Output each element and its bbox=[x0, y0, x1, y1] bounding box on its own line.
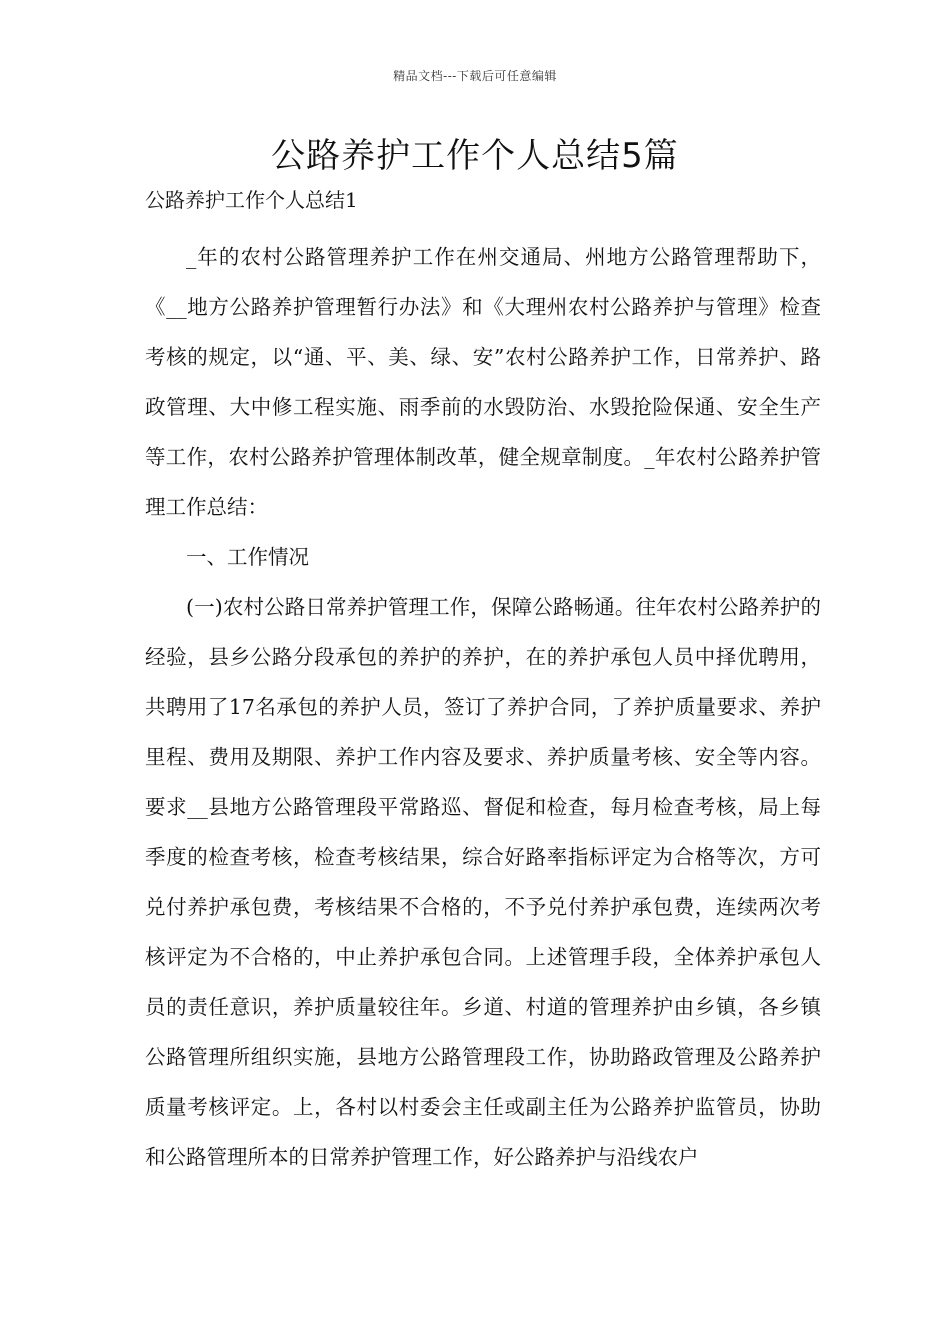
paragraph-heading-work-status: 一、工作情况 bbox=[186, 545, 309, 569]
paragraph-intro: _年的农村公路管理养护工作在州交通局、州地方公路管理帮助下，《__地方公路养护管理暂行办法》和《大理州农村公路养护与管理》检查考核的规定，以“通、平、美、绿、安”农村公路养护工作，日常养护、路政管理、大中修工程实施、雨季前的水毁防治、水毁抢险保通、安全生产等工作，农村公路养护管理体制改革，健全规章制度。_年农村公路养护管理工作总结： bbox=[145, 245, 821, 519]
document-title: 公路养护工作个人总结5篇 bbox=[271, 136, 679, 176]
document-body bbox=[145, 232, 821, 1182]
header-note: 精品文档---下载后可任意编辑 bbox=[393, 69, 557, 83]
section-subtitle: 公路养护工作个人总结1 bbox=[145, 188, 358, 212]
paragraph-daily-maintenance: (一)农村公路日常养护管理工作，保障公路畅通。往年农村公路养护的经验，县乡公路分段承包的养护的养护，在的养护承包人员中择优聘用，共聘用了17名承包的养护人员，签订了养护合同，了养护质量要求、养护里程、费用及期限、养护工作内容及要求、养护质量考核、安全等内容。要求__县地方公路管理段平常路巡、督促和检查，每月检查考核，局上每季度的检查考核，检查考核结果，综合好路率指标评定为合格等次，方可兑付养护承包费，考核结果不合格的，不予兑付养护承包费，连续两次考核评定为不合格的，中止养护承包合同。上述管理手段，全体养护承包人员的责任意识，养护质量较往年。乡道、村道的管理养护由乡镇，各乡镇公路管理所组织实施，县地方公路管理段工作，协助路政管理及公路养护质量考核评定。上，各村以村委会主任或副主任为公路养护监管员，协助和公路管理所本的日常养护管理工作，好公路养护与沿线农户 bbox=[145, 595, 821, 1169]
